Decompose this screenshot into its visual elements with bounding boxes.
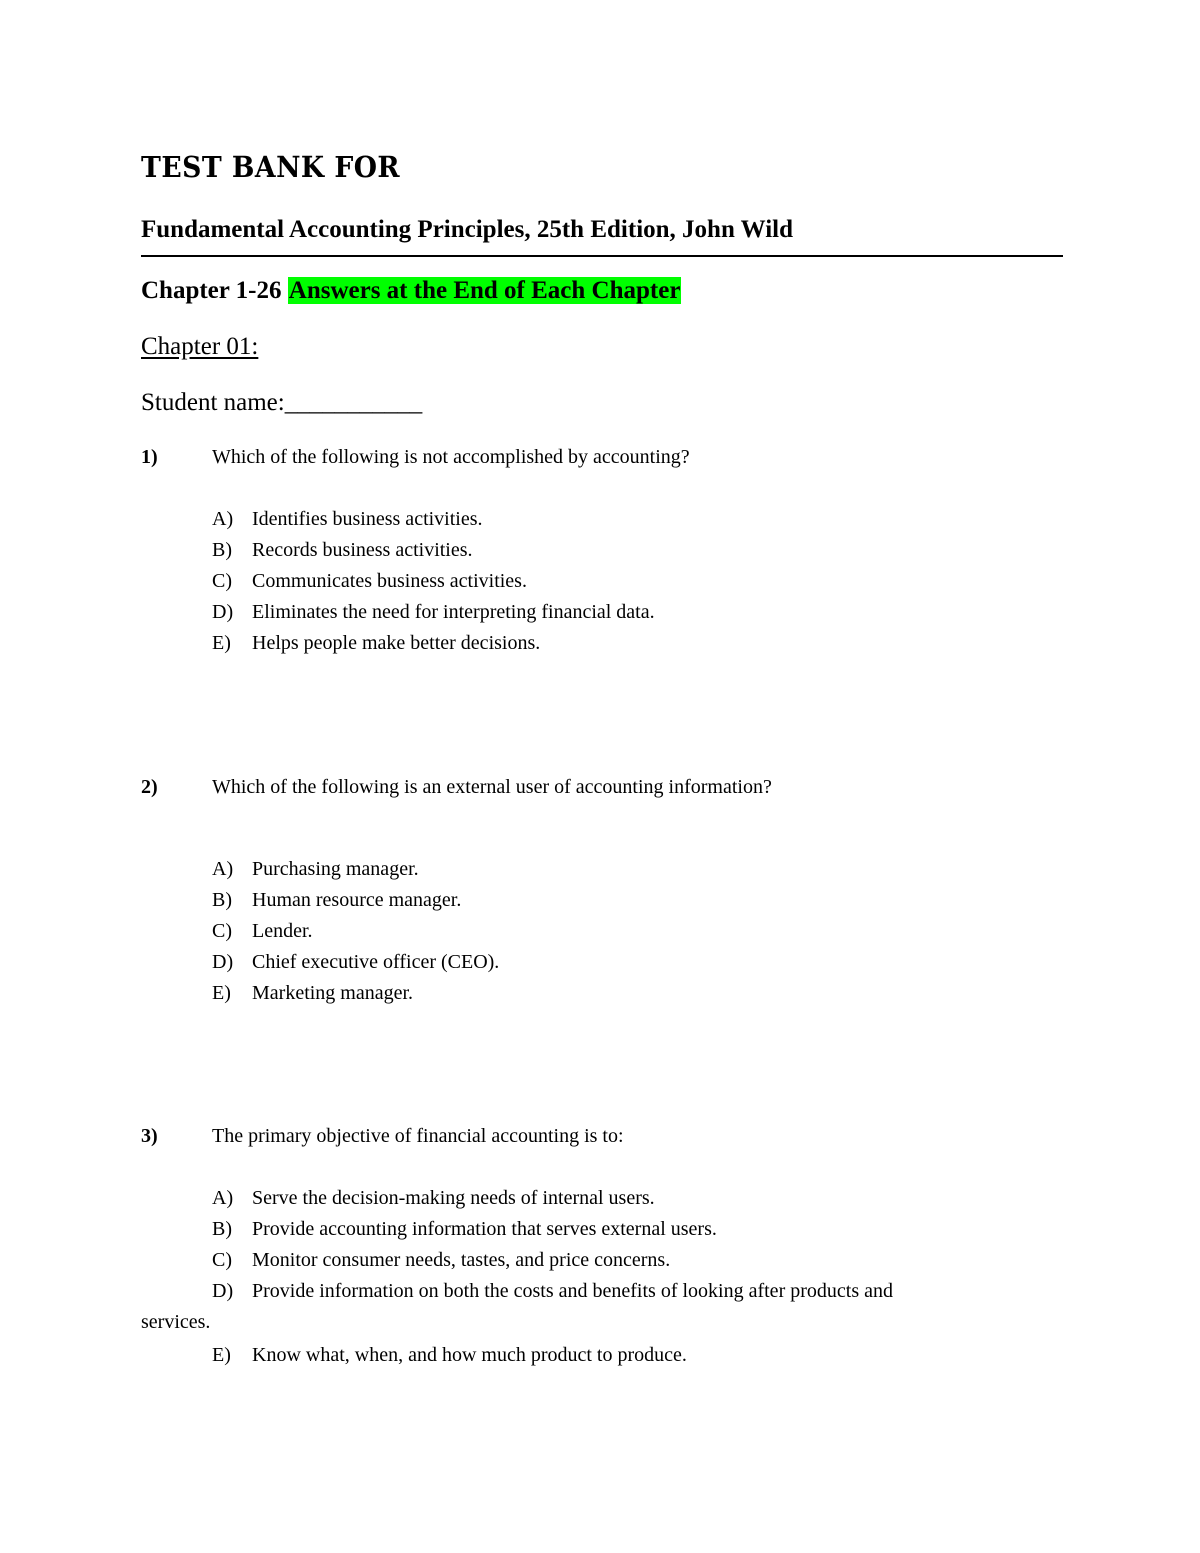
option-text: Chief executive officer (CEO).: [252, 951, 500, 973]
option-letter: B): [212, 539, 232, 561]
option-letter: E): [212, 982, 231, 1004]
option-letter: D): [212, 1280, 234, 1302]
answer-option: [212, 1249, 670, 1272]
question-text: The primary objective of financial accounting is to:: [212, 1125, 624, 1147]
option-text: Provide information on both the costs and benefits of looking after products and: [252, 1280, 893, 1302]
option-text: Serve the decision-making needs of internal users.: [252, 1187, 655, 1209]
question-text: Which of the following is an external user of accounting information?: [212, 776, 772, 798]
answers-highlight: Answers at the End of Each Chapter: [288, 277, 681, 304]
option-letter: A): [212, 508, 234, 530]
chapter-label: Chapter 01:: [141, 333, 259, 360]
option-letter: E): [212, 632, 231, 654]
option-text: Helps people make better decisions.: [252, 632, 541, 654]
option-text: Marketing manager.: [252, 982, 414, 1004]
document-title: TEST BANK FOR: [141, 150, 401, 184]
answer-option: [212, 951, 499, 974]
answer-option: [212, 1218, 717, 1241]
option-letter: D): [212, 951, 234, 973]
answer-option-continuation: [141, 1311, 210, 1334]
option-text: Purchasing manager.: [252, 858, 419, 880]
answer-option: [212, 982, 413, 1005]
answer-option: [212, 508, 483, 531]
chapter-range-line: [141, 277, 681, 305]
question-number: 2): [141, 776, 158, 798]
option-letter: C): [212, 570, 232, 592]
option-letter: B): [212, 889, 232, 911]
option-text: Monitor consumer needs, tastes, and price concerns.: [252, 1249, 671, 1271]
chapter-range-prefix: Chapter 1-26: [141, 277, 288, 304]
answer-option: [212, 1344, 687, 1367]
question-text: Which of the following is not accomplished by accounting?: [212, 446, 690, 468]
answer-option: [212, 570, 527, 593]
question-number: 1): [141, 446, 158, 468]
answer-option: [212, 539, 473, 562]
option-letter: E): [212, 1344, 231, 1366]
option-text: Human resource manager.: [252, 889, 462, 911]
answer-option: [212, 1187, 655, 1210]
option-letter: A): [212, 1187, 234, 1209]
option-text: Records business activities.: [252, 539, 473, 561]
option-text: Know what, when, and how much product to produce.: [252, 1344, 687, 1366]
option-letter: C): [212, 920, 232, 942]
title-divider: [141, 255, 1063, 257]
answer-option: [212, 858, 419, 881]
option-letter: D): [212, 601, 234, 623]
option-text: services.: [141, 1311, 211, 1333]
answer-option: [212, 1280, 893, 1303]
option-letter: C): [212, 1249, 232, 1271]
answer-option: [212, 920, 313, 943]
answer-option: [212, 601, 655, 624]
option-letter: A): [212, 858, 234, 880]
option-letter: B): [212, 1218, 232, 1240]
answer-option: [212, 632, 540, 655]
option-text: Communicates business activities.: [252, 570, 527, 592]
answer-option: [212, 889, 461, 912]
option-text: Identifies business activities.: [252, 508, 483, 530]
student-name-line: Student name:___________: [141, 389, 423, 416]
option-text: Provide accounting information that serves external users.: [252, 1218, 717, 1240]
book-title: Fundamental Accounting Principles, 25th Edition, John Wild: [141, 216, 793, 243]
option-text: Eliminates the need for interpreting financial data.: [252, 601, 655, 623]
option-text: Lender.: [252, 920, 313, 942]
question-number: 3): [141, 1125, 158, 1147]
